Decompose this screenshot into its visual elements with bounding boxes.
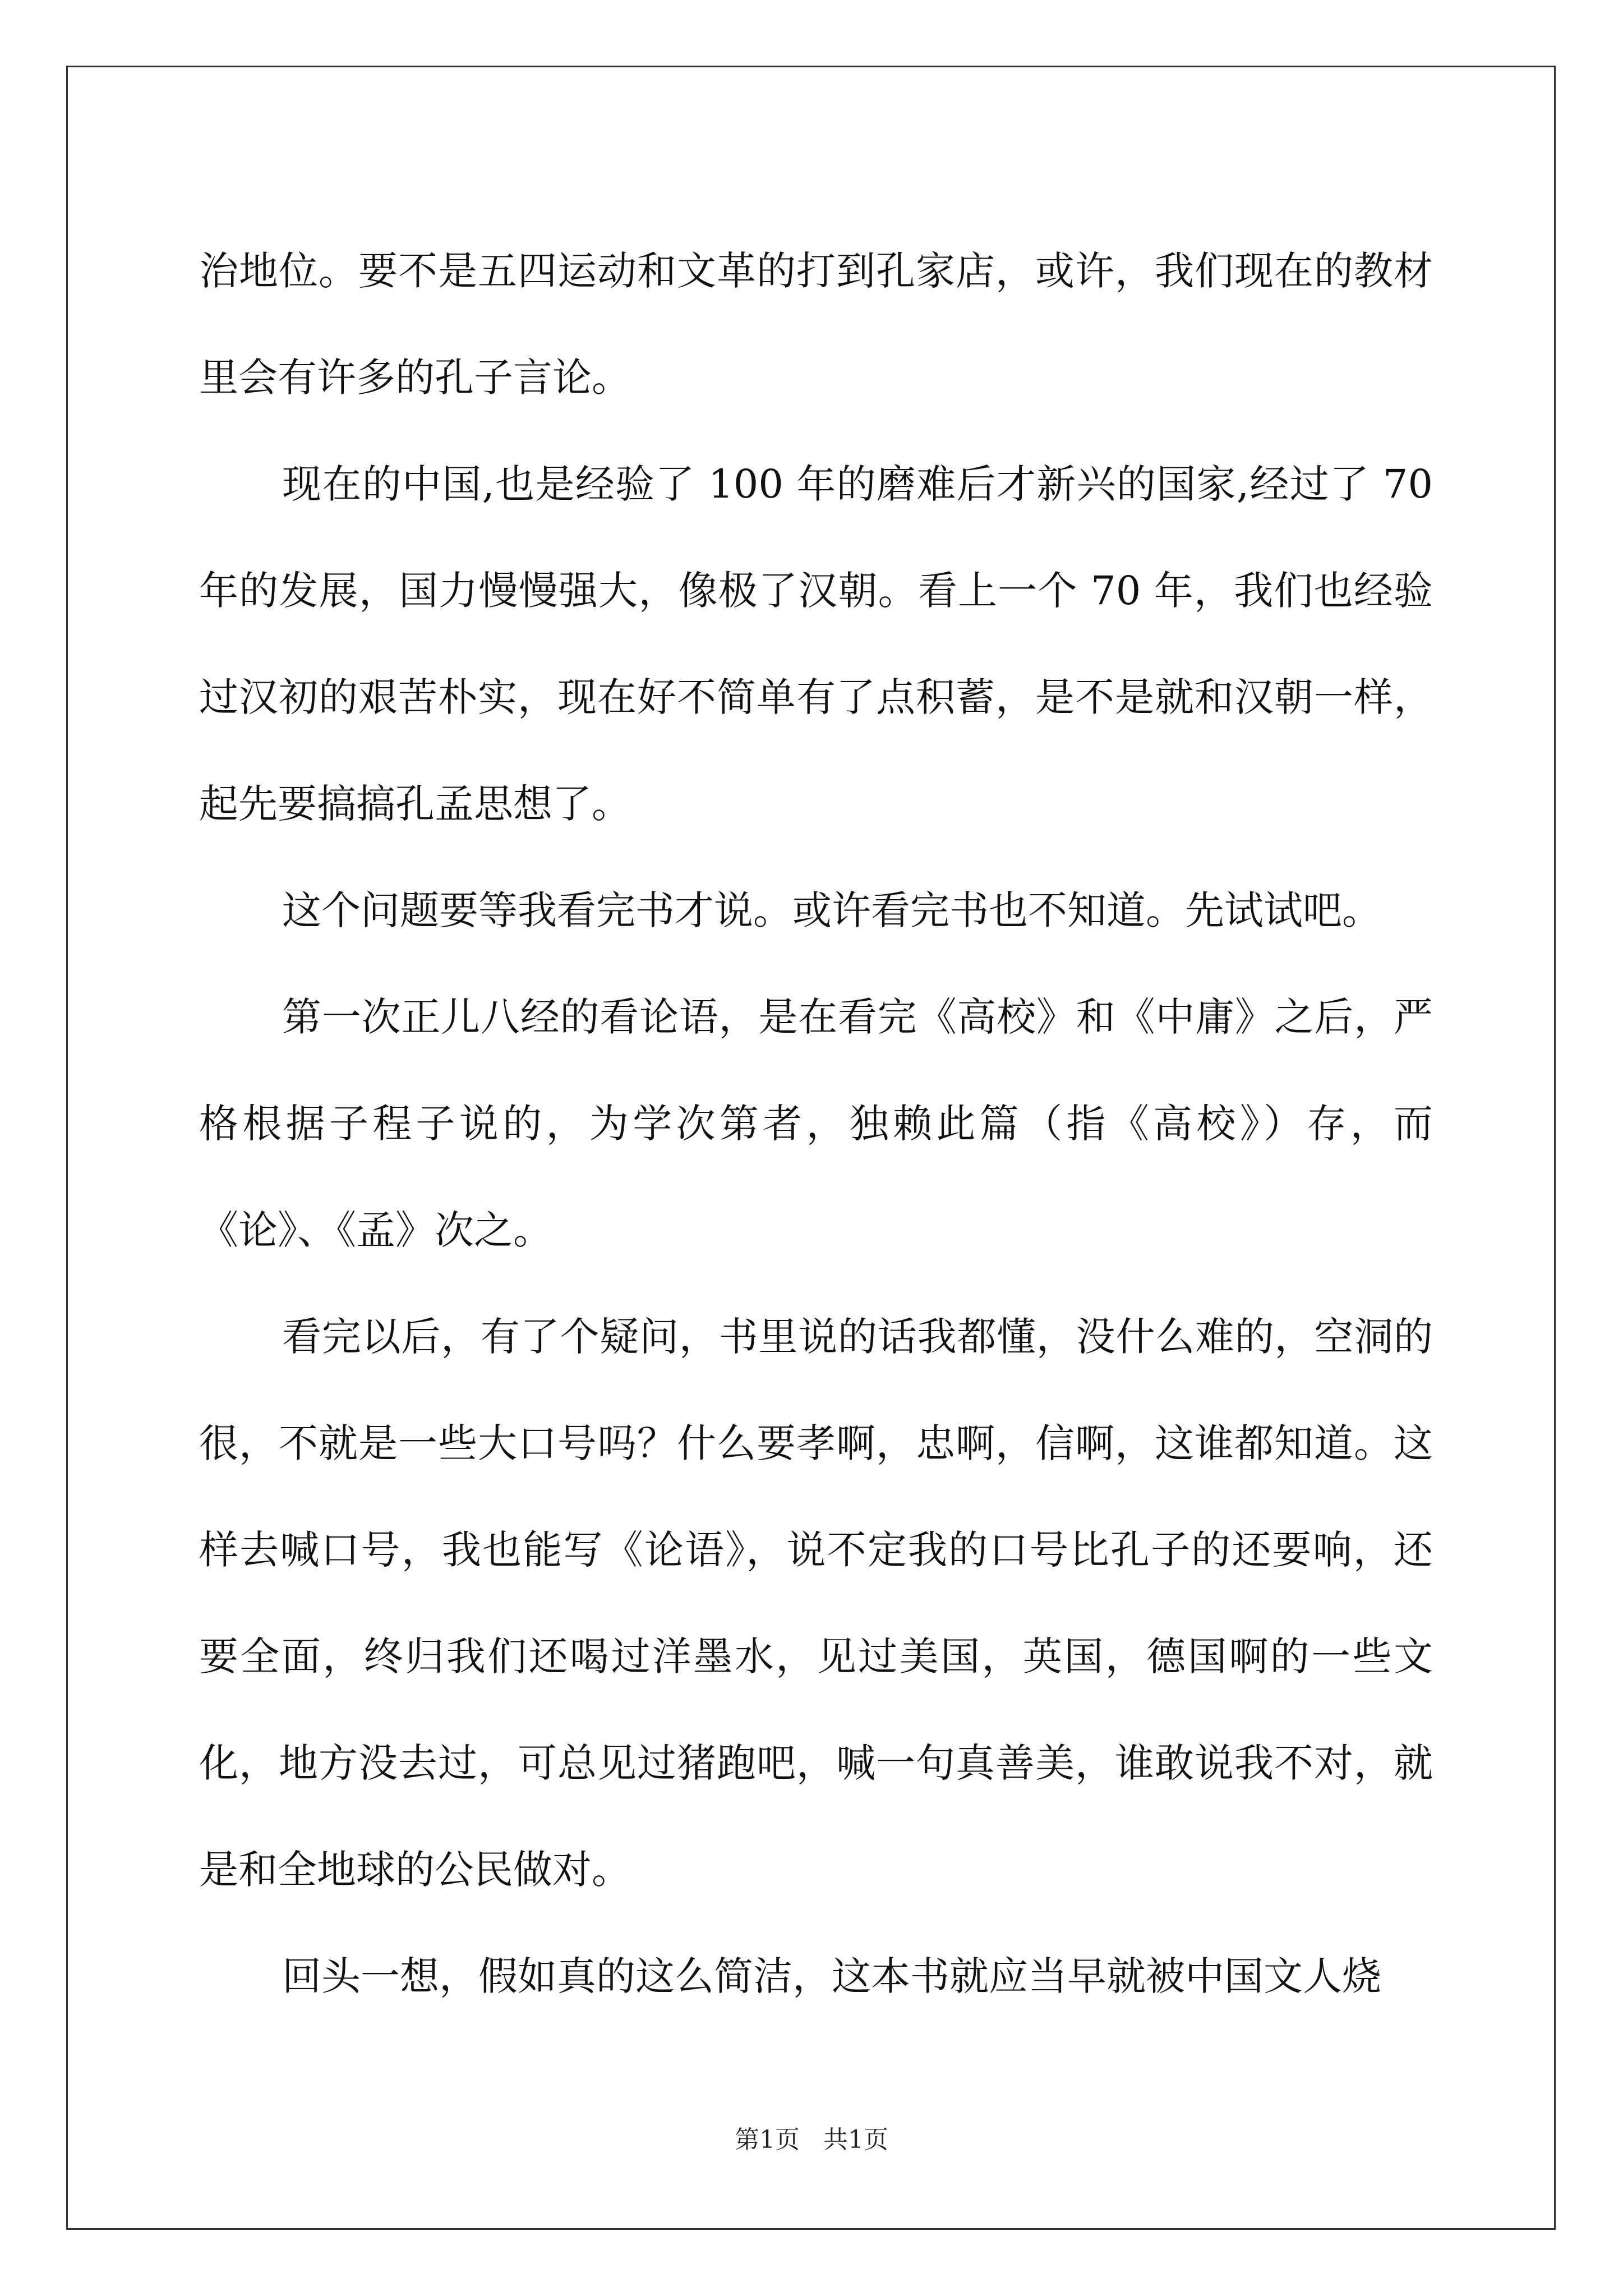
page-footer: 第1页 共1页 — [735, 2125, 888, 2154]
paragraph-5: 看完以后，有了个疑问，书里说的话我都懂，没什么难的，空洞的很，不就是一些大口号吗？什么要孝啊，忠啊，信啊，这谁都知道。这样去喊口号，我也能写《论语》，说不定我的口号比孔子的还要响，还要全面，终归我们还喝过洋墨水，见过美国，英国，德国啊的一些文化，地方没去过，可总见过猪跑吧，喊一句真善美，谁敢说我不对，就是和全地球的公民做对。 — [199, 1314, 1433, 1893]
paragraph-2: 现在的中国,也是经验了 100 年的磨难后才新兴的国家,经过了 70 年的发展，国力慢慢强大，像极了汉朝。看上一个 70 年，我们也经验过汉初的艰苦朴实，现在好不简单有了点积蓄，是不是就和汉朝一样，起先要搞搞孔孟思想了。 — [199, 461, 1433, 827]
paragraph-4: 第一次正儿八经的看论语，是在看完《高校》和《中庸》之后，严格根据子程子说的，为学次第者，独赖此篇（指《高校》）存，而《论》、《孟》次之。 — [199, 994, 1433, 1253]
document-body — [199, 218, 1433, 2030]
paragraph-3: 这个问题要等我看完书才说。或许看完书也不知道。先试试吧。 — [282, 887, 1381, 933]
paragraph-1: 治地位。要不是五四运动和文革的打到孔家店，或许，我们现在的教材里会有许多的孔子言论。 — [199, 248, 1433, 401]
paragraph-6: 回头一想，假如真的这么简洁，这本书就应当早就被中国文人烧 — [282, 1953, 1381, 1999]
